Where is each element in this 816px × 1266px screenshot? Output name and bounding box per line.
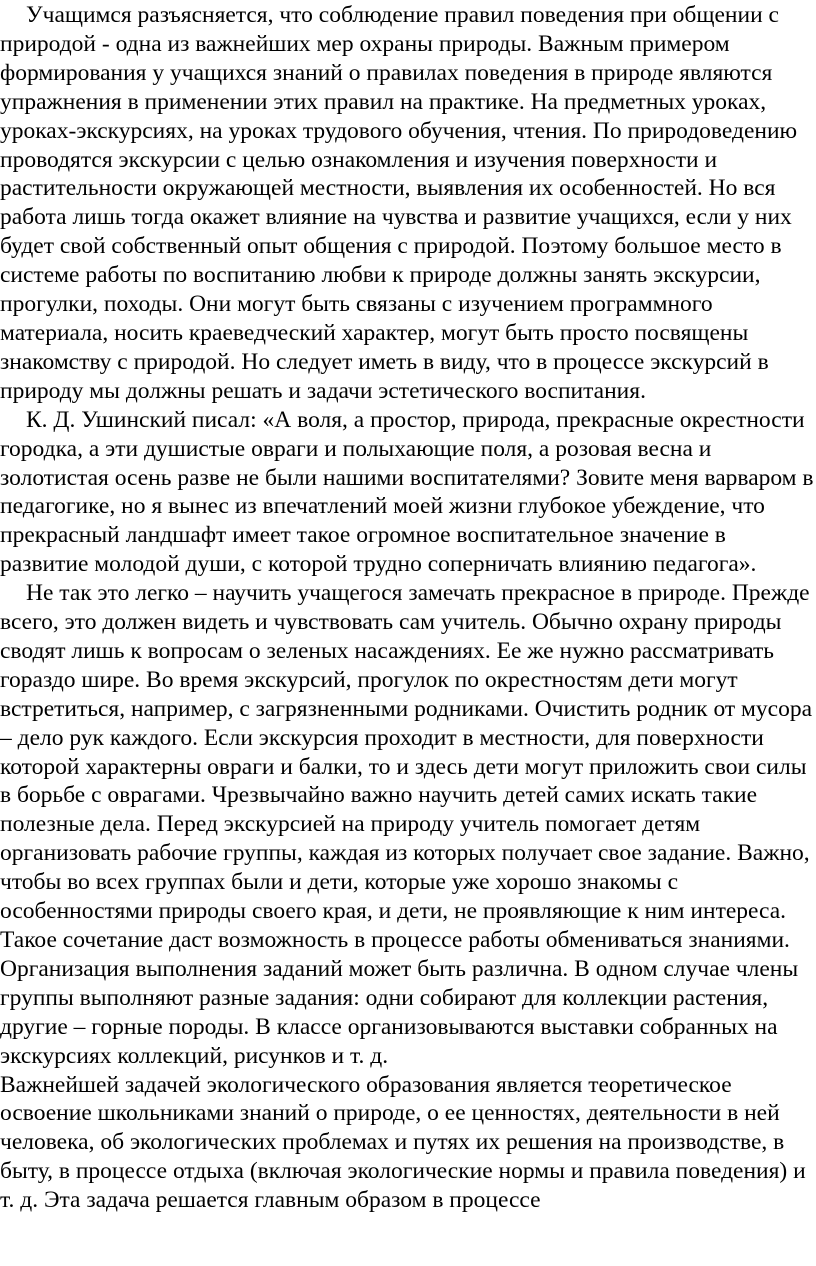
paragraph-1: Учащимся разъясняется, что соблюдение правил поведения при общении с природой - одна из важнейших мер охраны природы. Важным примером формирования у учащихся знаний о правилах поведения в природе являются упражнения в применении этих правил на практике. На предметных уроках, уроках-экскурсиях, на уроках трудового обучения, чтения. По природоведению проводятся экскурсии с целью ознакомления и изучения поверхности и растительности окружающей местности, выявления их особенностей. Но вся работа лишь тогда окажет влияние на чувства и развитие учащихся, если у них будет свой собственный опыт общения с природой. Поэтому большое место в системе работы по воспитанию любви к природе должны занять экскурсии, прогулки, походы. Они могут быть связаны с изучением программного материала, носить краеведческий характер, могут быть просто посвящены знакомству с природой. Но следует иметь в виду, что в процессе экскурсий в природу мы должны решать и задачи эстетического воспитания. [0, 2, 798, 404]
paragraph-4: Важнейшей задачей экологического образования является теоретическое освоение школьниками знаний о природе, о ее ценностях, деятельности в ней человека, об экологических проблемах и путях их решения на производстве, в быту, в процессе отдыха (включая экологические нормы и правила поведения) и т. д. Эта задача решается главным образом в процессе [0, 1071, 806, 1214]
paragraph-3: Не так это легко – научить учащегося замечать прекрасное в природе. Прежде всего, это должен видеть и чувствовать сам учитель. Обычно охрану природы сводят лишь к вопросам о зеленых насаждениях. Ее же нужно рассматривать гораздо шире. Во время экскурсий, прогулок по окрестностям дети могут встретиться, например, с загрязненными родниками. Очистить родник от мусора – дело рук каждого. Если экскурсия проходит в местности, для поверхности которой характерны овраги и балки, то и здесь дети могут приложить свои силы в борьбе с оврагами. Чрезвычайно важно научить детей самих искать такие полезные дела. Перед экскурсией на природу учитель помогает детям организовать рабочие группы, каждая из которых получает свое задание. Важно, чтобы во всех группах были и дети, которые уже хорошо знакомы с особенностями природы своего края, и дети, не проявляющие к ним интереса. Такое сочетание даст возможность в процессе работы обмениваться знаниями. Организация выполнения заданий может быть различна. В одном случае члены группы выполняют разные задания: одни собирают для коллекции растения, другие – горные породы. В классе организовываются выставки собранных на экскурсиях коллекций, рисунков и т. д. [0, 580, 813, 1069]
paragraph-2: К. Д. Ушинский писал: «А воля, а простор, природа, прекрасные окрестности городка, а эти душистые овраги и полыхающие поля, а розовая весна и золотистая осень разве не были нашими воспитателями? Зовите меня варваром в педагогике, но я вынес из впечатлений моей жизни глубокое убеждение, что прекрасный ландшафт имеет такое огромное воспитательное значение в развитие молодой души, с которой трудно соперничать влиянию педагога». [0, 406, 814, 578]
